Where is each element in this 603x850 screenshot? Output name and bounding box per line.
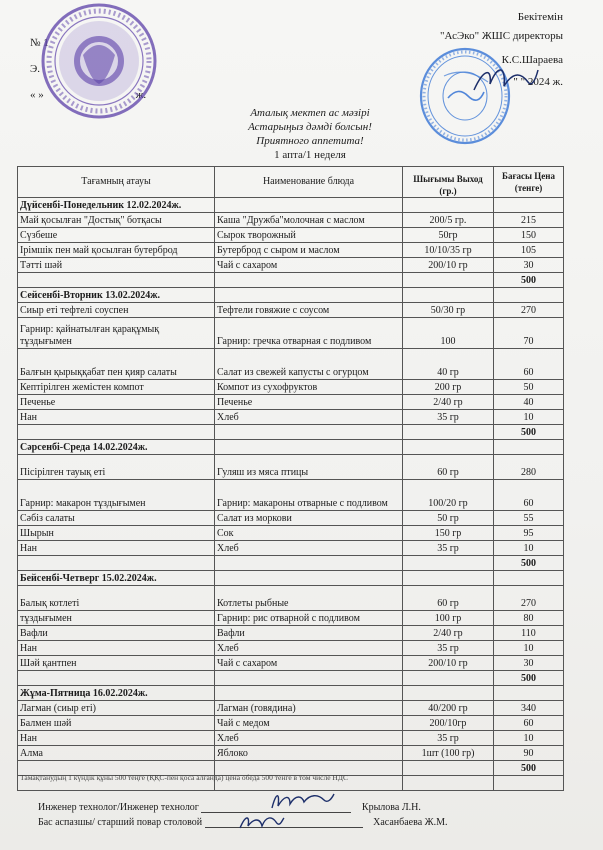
signature-row-1 [38, 802, 421, 813]
dish-price: 55 [494, 511, 564, 526]
dish-name-kz: Нан [18, 641, 215, 656]
dish-price [494, 571, 564, 586]
dish-price: 10 [494, 541, 564, 556]
dish-name-kz [18, 556, 215, 571]
dish-name-ru [215, 198, 403, 213]
dish-yield [403, 556, 494, 571]
dish-yield: 2/40 гр [403, 395, 494, 410]
dish-price: 500 [494, 273, 564, 288]
dish-name-kz [18, 425, 215, 440]
col-header-yield: Шығымы Выход (гр.) [403, 167, 494, 198]
dish-name-kz: Нан [18, 410, 215, 425]
dish-price: 150 [494, 228, 564, 243]
dish-price: 60 [494, 349, 564, 380]
dish-name-ru: Чай с сахаром [215, 656, 403, 671]
approve-label: Бекітемін [517, 11, 563, 23]
dish-name-kz: Сиыр еті тефтелі соуспен [18, 303, 215, 318]
table-row [18, 586, 564, 611]
dish-name-kz: Шәй қантпен [18, 656, 215, 671]
menu-title [215, 106, 405, 162]
dish-name-kz [18, 671, 215, 686]
dish-name-kz: Гарнир: қайнатылған қарақұмық тұздығымен [18, 318, 215, 349]
dish-price [494, 198, 564, 213]
dish-price: 500 [494, 556, 564, 571]
dish-name-ru [215, 273, 403, 288]
dish-name-ru: Яблоко [215, 746, 403, 761]
header-line-2: Э. [30, 63, 41, 75]
dish-price: 10 [494, 410, 564, 425]
dish-yield [403, 686, 494, 701]
dish-price: 270 [494, 586, 564, 611]
dish-name-ru: Компот из сухофруктов [215, 380, 403, 395]
dish-name-kz: Балғын қырыққабат пен қияр салаты [18, 349, 215, 380]
dish-price: 10 [494, 731, 564, 746]
dish-name-ru: Вафли [215, 626, 403, 641]
approval-date: " " 2024 ж. [513, 76, 563, 88]
dish-name-kz: Лагман (сиыр еті) [18, 701, 215, 716]
dish-name-ru: Салат из моркови [215, 511, 403, 526]
dish-name-ru: Хлеб [215, 641, 403, 656]
dish-name-ru: Котлеты рыбные [215, 586, 403, 611]
day-header-row [18, 686, 564, 701]
dish-price: 90 [494, 746, 564, 761]
dish-name-kz: Балық котлеті [18, 586, 215, 611]
dish-name-ru: Хлеб [215, 731, 403, 746]
dish-name-kz: Дүйсенбі-Понедельник 12.02.2024ж. [18, 198, 215, 213]
dish-yield: 35 гр [403, 641, 494, 656]
dish-yield: 35 гр [403, 541, 494, 556]
dish-price [494, 776, 564, 791]
dish-name-ru: Гарнир: гречка отварная с подливом [215, 318, 403, 349]
dish-name-kz: Сәбіз салаты [18, 511, 215, 526]
dish-name-ru: Каша "Дружба"молочная с маслом [215, 213, 403, 228]
week-label: 1 апта/1 неделя [274, 149, 346, 161]
dish-name-ru: Тефтели говяжие с соусом [215, 303, 403, 318]
dish-name-ru [215, 571, 403, 586]
col-header-kz: Тағамның атауы [18, 167, 215, 198]
dish-yield: 35 гр [403, 731, 494, 746]
dish-name-kz: Нан [18, 731, 215, 746]
dish-yield [403, 440, 494, 455]
price-footnote: Тамақтанудың 1 күндік құны 500 теңге (ҚҚС-пен қоса алғанда) цена обеда 500 тенге в том числе НДС [20, 773, 348, 782]
table-row [18, 641, 564, 656]
dish-name-ru [215, 425, 403, 440]
dish-yield [403, 273, 494, 288]
dish-name-kz: Нан [18, 541, 215, 556]
dish-name-kz: Печенье [18, 395, 215, 410]
menu-table-body [18, 198, 564, 791]
dish-name-ru: Сок [215, 526, 403, 541]
dish-name-ru: Салат из свежей капусты с огурцом [215, 349, 403, 380]
dish-name-kz: Кептірілген жемістен компот [18, 380, 215, 395]
title-line-2: Астарыңыз дәмді болсын! [248, 121, 372, 133]
dish-yield: 200 гр [403, 380, 494, 395]
header-number: № 1 [30, 37, 49, 49]
day-total-row [18, 556, 564, 571]
dish-yield: 50гр [403, 228, 494, 243]
dish-name-kz: Май қосылған "Достық" ботқасы [18, 213, 215, 228]
table-row [18, 626, 564, 641]
dish-yield: 60 гр [403, 586, 494, 611]
day-header-row [18, 198, 564, 213]
dish-price: 50 [494, 380, 564, 395]
dish-yield [403, 571, 494, 586]
dish-name-ru: Гарнир: рис отварной с подливом [215, 611, 403, 626]
table-row [18, 526, 564, 541]
dish-price: 30 [494, 656, 564, 671]
table-row [18, 303, 564, 318]
dish-price [494, 686, 564, 701]
dish-name-ru [215, 440, 403, 455]
dish-yield: 200/10гр [403, 716, 494, 731]
dish-yield [403, 198, 494, 213]
dish-yield: 35 гр [403, 410, 494, 425]
dish-name-kz: тұздығымен [18, 611, 215, 626]
dish-yield [403, 425, 494, 440]
dish-yield: 150 гр [403, 526, 494, 541]
dish-name-ru: Бутерброд с сыром и маслом [215, 243, 403, 258]
dish-yield: 100 [403, 318, 494, 349]
dish-price: 95 [494, 526, 564, 541]
dish-price: 40 [494, 395, 564, 410]
dish-name-ru: Печенье [215, 395, 403, 410]
dish-yield: 50/30 гр [403, 303, 494, 318]
title-line-3: Приятного аппетита! [256, 135, 364, 147]
dish-price: 110 [494, 626, 564, 641]
dish-yield: 200/10 гр [403, 258, 494, 273]
dish-price: 500 [494, 671, 564, 686]
title-line-1: Аталық мектеп ас мәзірі [250, 107, 370, 119]
dish-name-kz: Алма [18, 746, 215, 761]
table-row [18, 611, 564, 626]
dish-name-kz: Жұма-Пятница 16.02.2024ж. [18, 686, 215, 701]
table-row [18, 228, 564, 243]
table-row [18, 455, 564, 480]
dish-yield: 40 гр [403, 349, 494, 380]
dish-name-ru [215, 556, 403, 571]
signer-role-2: Бас аспазшы/ старший повар столовой [38, 817, 203, 828]
table-row [18, 541, 564, 556]
signer-name-2: Хасанбаева Ж.М. [373, 817, 448, 828]
table-row [18, 731, 564, 746]
table-row [18, 349, 564, 380]
dish-yield: 1шт (100 гр) [403, 746, 494, 761]
director-name: К.С.Шараева [501, 54, 563, 66]
dish-price: 10 [494, 641, 564, 656]
dish-price: 270 [494, 303, 564, 318]
menu-table [17, 166, 564, 791]
dish-name-kz: Шырын [18, 526, 215, 541]
school-stamp-image [38, 0, 160, 122]
col-header-price: Бағасы Цена (тенге) [494, 167, 564, 198]
dish-yield: 40/200 гр [403, 701, 494, 716]
dish-price: 105 [494, 243, 564, 258]
day-header-row [18, 288, 564, 303]
dish-name-kz: Пісірілген тауық еті [18, 455, 215, 480]
dish-yield [403, 776, 494, 791]
table-row [18, 380, 564, 395]
table-row [18, 701, 564, 716]
day-total-row [18, 425, 564, 440]
director-signature-image [470, 60, 540, 100]
dish-name-kz: Сейсенбі-Вторник 13.02.2024ж. [18, 288, 215, 303]
dish-yield [403, 671, 494, 686]
dish-price: 500 [494, 761, 564, 776]
dish-price: 60 [494, 480, 564, 511]
table-row [18, 656, 564, 671]
dish-yield: 200/10 гр [403, 656, 494, 671]
table-row [18, 258, 564, 273]
table-row [18, 480, 564, 511]
dish-yield: 100/20 гр [403, 480, 494, 511]
dish-price [494, 288, 564, 303]
day-header-row [18, 440, 564, 455]
dish-price: 280 [494, 455, 564, 480]
day-header-row [18, 571, 564, 586]
dish-price: 70 [494, 318, 564, 349]
dish-price: 500 [494, 425, 564, 440]
table-row [18, 243, 564, 258]
dish-name-kz: Сүзбеше [18, 228, 215, 243]
dish-yield [403, 761, 494, 776]
dish-name-ru: Гуляш из мяса птицы [215, 455, 403, 480]
dish-price: 60 [494, 716, 564, 731]
dish-yield: 60 гр [403, 455, 494, 480]
dish-name-ru: Лагман (говядина) [215, 701, 403, 716]
dish-yield: 50 гр [403, 511, 494, 526]
dish-name-ru: Хлеб [215, 541, 403, 556]
dish-name-ru: Чай с медом [215, 716, 403, 731]
signer-role-1: Инженер технолог/Инженер технолог [38, 802, 199, 813]
day-total-row [18, 273, 564, 288]
table-row [18, 213, 564, 228]
dish-name-ru: Сырок творожный [215, 228, 403, 243]
dish-name-ru: Чай с сахаром [215, 258, 403, 273]
dish-name-kz: Тәтті шәй [18, 258, 215, 273]
cook-signature-image [236, 810, 286, 834]
dish-name-ru [215, 288, 403, 303]
table-row [18, 395, 564, 410]
signer-name-1: Крылова Л.Н. [361, 802, 421, 813]
dish-yield: 100 гр [403, 611, 494, 626]
col-header-ru: Наименование блюда [215, 167, 403, 198]
dish-name-ru: Гарнир: макароны отварные с подливом [215, 480, 403, 511]
dish-price: 80 [494, 611, 564, 626]
header-line-3: « » ж. [30, 89, 147, 101]
day-total-row [18, 671, 564, 686]
dish-yield: 200/5 гр. [403, 213, 494, 228]
dish-name-kz: Вафли [18, 626, 215, 641]
table-row [18, 716, 564, 731]
dish-price: 30 [494, 258, 564, 273]
dish-yield: 10/10/35 гр [403, 243, 494, 258]
table-header-row [18, 167, 564, 198]
dish-yield: 2/40 гр [403, 626, 494, 641]
dish-price [494, 440, 564, 455]
table-row [18, 318, 564, 349]
table-row [18, 746, 564, 761]
dish-name-kz: Гарнир: макарон тұздығымен [18, 480, 215, 511]
dish-price: 340 [494, 701, 564, 716]
dish-name-kz: Балмен шәй [18, 716, 215, 731]
dish-name-ru [215, 686, 403, 701]
dish-name-kz [18, 273, 215, 288]
dish-name-ru: Хлеб [215, 410, 403, 425]
director-org: "АсЭко" ЖШС директоры [440, 30, 563, 42]
table-row [18, 511, 564, 526]
dish-name-kz: Ірімшік пен май қосылған бутерброд [18, 243, 215, 258]
dish-yield [403, 288, 494, 303]
dish-name-ru [215, 671, 403, 686]
table-row [18, 410, 564, 425]
dish-name-kz: Бейсенбі-Четверг 15.02.2024ж. [18, 571, 215, 586]
dish-price: 215 [494, 213, 564, 228]
dish-name-kz: Сәрсенбі-Среда 14.02.2024ж. [18, 440, 215, 455]
